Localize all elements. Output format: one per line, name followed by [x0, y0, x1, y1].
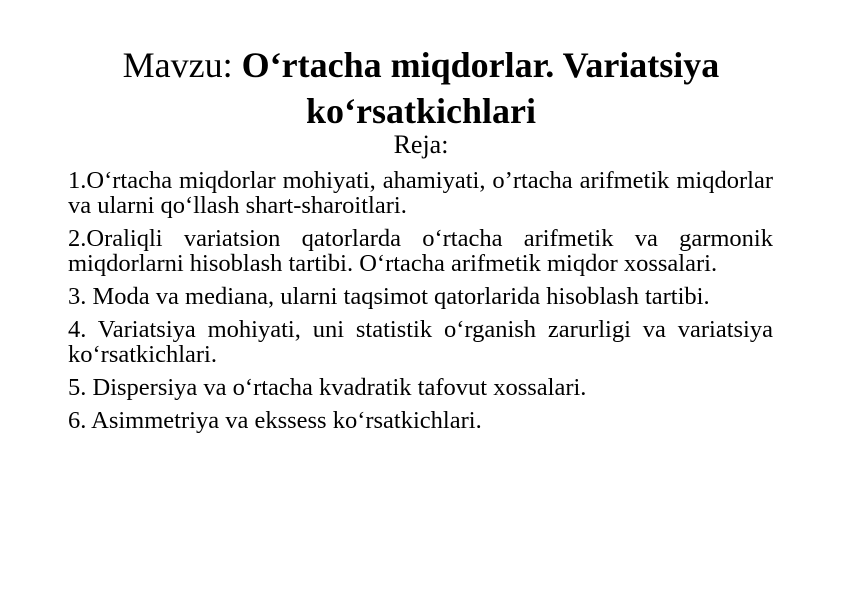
plan-item-4: 4. Variatsiya mohiyati, uni statistik o‘rganish zarurligi va variatsiya ko‘rsatkichlari.	[68, 316, 773, 368]
plan-item-6: 6. Asimmetriya va ekssess ko‘rsatkichlari.	[68, 407, 482, 434]
plan-list	[68, 168, 773, 441]
plan-heading: Reja:	[393, 130, 449, 159]
plan-item-5: 5. Dispersiya va o‘rtacha kvadratik tafovut xossalari.	[68, 374, 587, 401]
title-main: O‘rtacha miqdorlar. Variatsiya ko‘rsatkichlari	[241, 45, 720, 131]
plan-item-1: 1.O‘rtacha miqdorlar mohiyati, ahamiyati, o’rtacha arifmetik miqdorlar va ularni qo‘llash shart-sharoitlari.	[68, 167, 773, 219]
title-prefix: Mavzu:	[122, 45, 242, 85]
slide-title	[40, 42, 802, 134]
plan-item-2: 2.Oraliqli variatsion qatorlarda o‘rtacha arifmetik va garmonik miqdorlarni hisoblash tartibi. O‘rtacha arifmetik miqdor xossalari.	[68, 225, 773, 277]
plan-item-3: 3. Moda va mediana, ularni taqsimot qatorlarida hisoblash tartibi.	[68, 283, 710, 310]
